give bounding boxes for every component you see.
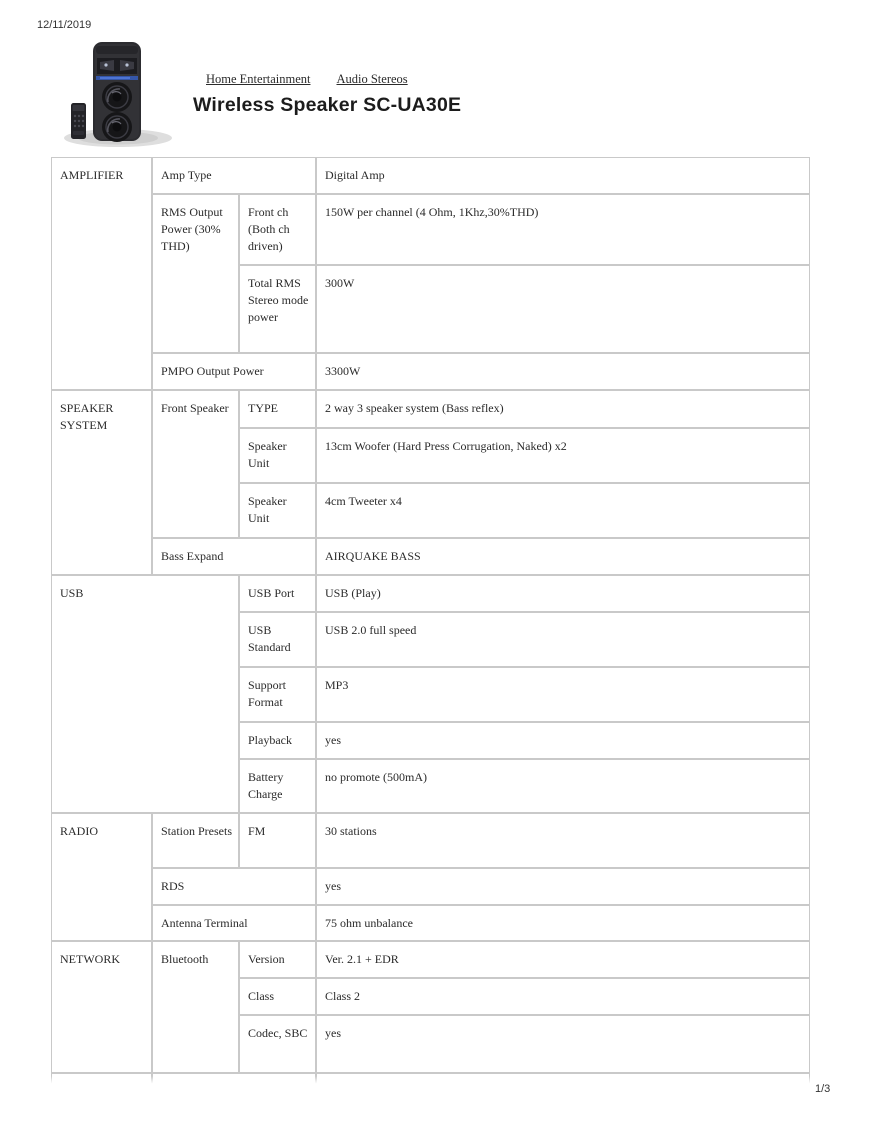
value-front-ch: 150W per channel (4 Ohm, 1Khz,30%THD) [316, 194, 810, 265]
label-front-speaker: Front Speaker [152, 390, 239, 538]
table-row [51, 868, 810, 905]
spec-table [51, 157, 810, 1085]
label-usb-standard: USB Standard [239, 612, 316, 667]
section-usb: USB [51, 575, 239, 813]
value-antenna-terminal: 75 ohm unbalance [316, 905, 810, 941]
value-usb-standard: USB 2.0 full speed [316, 612, 810, 667]
label-rds: RDS [152, 868, 316, 905]
label-bass-expand: Bass Expand [152, 538, 316, 575]
remote-control [71, 103, 86, 139]
value-usb-port: USB (Play) [316, 575, 810, 612]
clipped-cell [51, 1073, 152, 1085]
value-total-rms: 300W [316, 265, 810, 353]
label-speaker-unit-1: Speaker Unit [239, 428, 316, 483]
section-amplifier: AMPLIFIER [51, 157, 152, 390]
section-speaker-system: SPEAKER SYSTEM [51, 390, 152, 575]
label-support-format: Support Format [239, 667, 316, 722]
speaker-tower [93, 42, 141, 142]
label-usb-port: USB Port [239, 575, 316, 612]
label-bt-version: Version [239, 941, 316, 978]
clipped-cell [152, 1073, 316, 1085]
label-codec-sbc: Codec, SBC [239, 1015, 316, 1073]
label-amp-type: Amp Type [152, 157, 316, 194]
value-support-format: MP3 [316, 667, 810, 722]
value-rds: yes [316, 868, 810, 905]
value-pmpo: 3300W [316, 353, 810, 390]
table-row [51, 905, 810, 941]
woofer-bottom [102, 112, 132, 142]
label-pmpo: PMPO Output Power [152, 353, 316, 390]
label-type: TYPE [239, 390, 316, 428]
table-row [51, 194, 810, 265]
table-row [51, 941, 810, 978]
table-row [51, 390, 810, 428]
label-battery-charge: Battery Charge [239, 759, 316, 813]
label-station-presets: Station Presets [152, 813, 239, 868]
label-total-rms: Total RMS Stereo mode power [239, 265, 316, 353]
value-type: 2 way 3 speaker system (Bass reflex) [316, 390, 810, 428]
label-bluetooth: Bluetooth [152, 941, 239, 1073]
value-bass-expand: AIRQUAKE BASS [316, 538, 810, 575]
breadcrumb [206, 70, 461, 88]
table-row [51, 538, 810, 575]
breadcrumb-link-audio-stereos[interactable]: Audio Stereos [336, 72, 408, 86]
label-front-ch: Front ch (Both ch driven) [239, 194, 316, 265]
value-speaker-unit-1: 13cm Woofer (Hard Press Corrugation, Naked) x2 [316, 428, 810, 483]
label-rms-output-power: RMS Output Power (30% THD) [152, 194, 239, 353]
value-amp-type: Digital Amp [316, 157, 810, 194]
page-title: Wireless Speaker SC-UA30E [193, 94, 462, 116]
section-radio: RADIO [51, 813, 152, 941]
clipped-cell [316, 1073, 810, 1085]
label-antenna-terminal: Antenna Terminal [152, 905, 316, 941]
value-battery-charge: no promote (500mA) [316, 759, 810, 813]
table-row-clipped [51, 1073, 810, 1085]
value-playback: yes [316, 722, 810, 759]
section-network: NETWORK [51, 941, 152, 1073]
label-speaker-unit-2: Speaker Unit [239, 483, 316, 538]
breadcrumb-link-home-entertainment[interactable]: Home Entertainment [206, 72, 311, 86]
product-image [56, 36, 176, 150]
table-row [51, 353, 810, 390]
label-fm: FM [239, 813, 316, 868]
page-number: 1/3 [815, 1083, 831, 1095]
spec-table-container [51, 157, 810, 1085]
value-codec-sbc: yes [316, 1015, 810, 1073]
value-fm: 30 stations [316, 813, 810, 868]
print-date: 12/11/2019 [37, 19, 92, 31]
page-header [193, 70, 462, 117]
tweeter-grille [97, 58, 137, 74]
woofer-top [102, 82, 132, 112]
value-speaker-unit-2: 4cm Tweeter x4 [316, 483, 810, 538]
table-row [51, 157, 810, 194]
label-playback: Playback [239, 722, 316, 759]
table-row [51, 813, 810, 868]
value-bt-version: Ver. 2.1 + EDR [316, 941, 810, 978]
table-row [51, 575, 810, 612]
label-bt-class: Class [239, 978, 316, 1015]
value-bt-class: Class 2 [316, 978, 810, 1015]
